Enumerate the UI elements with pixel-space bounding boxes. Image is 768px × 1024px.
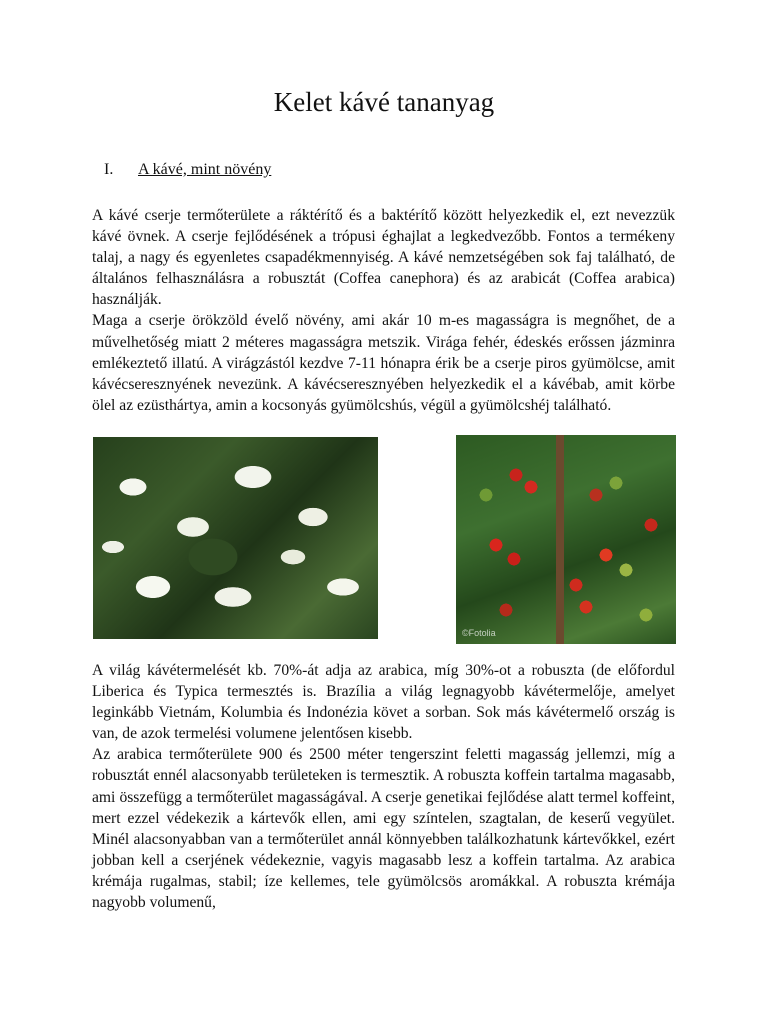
section-heading [104,159,271,181]
paragraph-text: A világ kávétermelését kb. 70%-át adja az arabica, míg 30%-ot a robuszta (de előfordul Liberica és Typica termesztés is. Brazília a világ legnagyobb kávétermelője, amelyet leginkább Vietnám, Kolumbia és Indonézia követ a sorban. Sok más kávétermelő ország is van, de azok termelési volumene jelentősen kisebb. [92,662,675,743]
photo-watermark: ©Fotolia [462,628,496,638]
paragraph-coffee-plant [92,205,675,416]
paragraph-coffee-production [92,660,675,913]
section-number: I. [104,161,114,178]
paragraph-text: Az arabica termőterülete 900 és 2500 méter tengerszint feletti magasság jellemzi, míg a robusztát ennél alacsonyabb területeken is termesztik. A robuszta koffein tartalma magasabb, ami összefügg a termőterület magasságával. A cserje genetikai fejlődése alatt termel koffeint, mert ezzel védekezik a kártevők ellen, ami egy színtelen, szagtalan, de keserű vegyület. Minél alacsonyabban van a termőterület annál könnyebben találkozhatunk kártevőkkel, ezért jobban kell a cserjének védekeznie, vagyis magasabb lesz a koffein tartalma. Az arabica krémája rugalmas, stabil; íze kellemes, tele gyümölcsös aromákkal. A robuszta krémája nagyobb volumenű, [92,746,675,912]
paragraph-text: Maga a cserje örökzöld évelő növény, ami akár 10 m-es magasságra is megnőhet, de a művelhetőség miatt 2 méteres magasságra metszik. Virága fehér, édeskés erőssen jázminra emlékeztető illatú. A virágzástól kezdve 7-11 hónapra érik be a cserje piros gyümölcse, amit kávécseresznyének nevezünk. A kávécseresznyében helyezkedik el a kávébab, amit körbe ölel az ezüsthártya, amin a kocsonyás gyümölcshús, végül a gyümölcshéj található. [92,312,675,414]
coffee-cherries-photo [456,435,676,644]
coffee-flowers-photo [93,437,378,639]
paragraph-text: A kávé cserje termőterülete a ráktérítő és a baktérítő között helyezkedik el, ezt nevezzük kávé övnek. A cserje fejlődésének a trópusi éghajlat a legkedvezőbb. Fontos a termékeny talaj, a nagy és egyenletes csapadékmennyiség. A kávé nemzetségében sok faj található, de általános felhasználásra a robusztát (Coffea canephora) és az arabicát (Coffea arabica) használják. [92,207,675,309]
document-title: Kelet kávé tananyag [273,87,495,117]
section-title: A kávé, mint növény [138,161,272,178]
